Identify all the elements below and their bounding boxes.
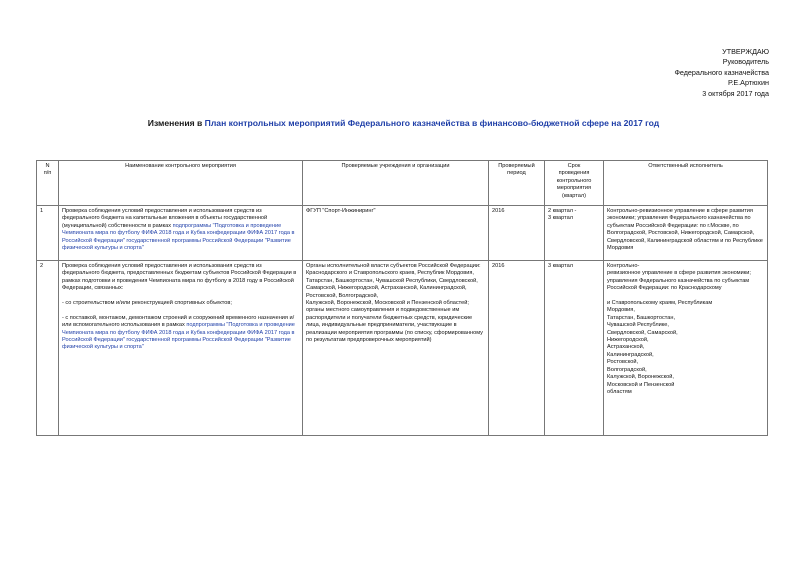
row-organizations: ФГУП "Спорт-Инжиниринг" (303, 206, 489, 261)
header-term: Срок проведения контрольного мероприятия (квартал) (545, 161, 604, 206)
table-row (37, 206, 768, 261)
event-name-text: Проверка соблюдения условий предоставления и использования средств из федерального бюджета, предоставленных бюджетам субъектов Российской Федерации в рамках подготовки и проведения Чемпионата мира по футболу в 2018 году в Российской Федерации, связанных: - со строительством и/или реконструкцией спортивных объектов; - с поставкой, монтажом, демонтажом строений и сооружений временного назначения и/или вспомогательного использования в рамках (62, 263, 297, 329)
row-number: 2 (37, 261, 59, 436)
approval-heading: УТВЕРЖДАЮ (722, 47, 769, 56)
row-number: 1 (37, 206, 59, 261)
header-executor: Ответственный исполнитель (604, 161, 768, 206)
row-executor: Контрольно- ревизионное управление в сфере развития экономики; управления Федерального казначейства по субъектам Российской Федерации: по Краснодарскому и Ставропольскому краям, Республикам Мордовия, Татарстан, Башкортостан, Чувашской Республике, Свердловской, Самарской, Нижегородской, Астраханской, Калининградской, Ростовской, Волгоградской, Калужской, Воронежской, Московской и Пензенской областям (604, 261, 768, 436)
header-organizations: Проверяемые учреждения и организации (303, 161, 489, 206)
subprogram-link[interactable]: подпрограммы "Подготовка и проведение Чемпионата мира по футболу ФИФА 2018 года и Кубка конфедерации ФИФА 2017 года в Российской Федерации" государственной программы Российской Федерации "Развитие физической культуры и спорта" (62, 222, 295, 252)
row-event-name (59, 261, 303, 436)
approval-organization: Федерального казначейства (674, 67, 769, 77)
row-term: 2 квартал - 3 квартал (545, 206, 604, 261)
row-executor: Контрольно-ревизионное управление в сфере развития экономики; управления Федерального казначейства по субъектам Российской Федерации: по г.Москве, по Волгоградской, Ростовской, Нижегородской, Самарской, Свердловской, Калининградской областям и по Республике Мордовия (604, 206, 768, 261)
approval-block (674, 47, 769, 99)
row-period: 2016 (489, 261, 545, 436)
title-prefix: Изменения в (147, 118, 205, 128)
row-period: 2016 (489, 206, 545, 261)
document-title (0, 118, 807, 128)
title-plan-link[interactable]: План контрольных мероприятий Федерального казначейства в финансово-бюджетной сфере на 2017 год (204, 118, 660, 128)
subprogram-link[interactable]: подпрограммы "Подготовка и проведение Чемпионата мира по футболу ФИФА 2018 года и Кубка конфедерации ФИФА 2017 года в Российской Федерации" государственной программы Российской Федерации "Развитие физической культуры и спорта" (62, 322, 295, 351)
row-organizations: Органы исполнительной власти субъектов Российской Федерации: Краснодарского и Ставропольского краев, Республик Мордовия, Татарстан, Башкортостан, Чувашской Республики, Свердловской, Самарской, Нижегородской, Астраханской, Калининградской, Ростовской, Волгоградской, Калужской, Воронежской, Московской и Пензенской областей; органы местного самоуправления и подведомственные им распорядители и получатели бюджетных средств, юридические лица, индивидуальные предприниматели, участвующие в реализации мероприятия программы (по списку, сформированному по результатам предпроверочных мероприятий) (303, 261, 489, 436)
header-event-name: Наименование контрольного мероприятия (59, 161, 303, 206)
event-name-text: Проверка соблюдения условий предоставления и использования средств из федерального бюджета на капитальные вложения в объекты государственной (муниципальной) собственности в рамках (62, 208, 268, 229)
header-period: Проверяемый период (489, 161, 545, 206)
table-row (37, 261, 768, 436)
table-header-row (37, 161, 768, 206)
approval-signatory: Р.Е.Артюхин (727, 78, 769, 88)
approval-position: Руководитель (722, 57, 769, 67)
approval-date: 3 октября 2017 года (702, 88, 769, 98)
row-term: 3 квартал (545, 261, 604, 436)
control-plan-table (36, 160, 768, 436)
row-event-name (59, 206, 303, 261)
header-number: N п/п (37, 161, 59, 206)
